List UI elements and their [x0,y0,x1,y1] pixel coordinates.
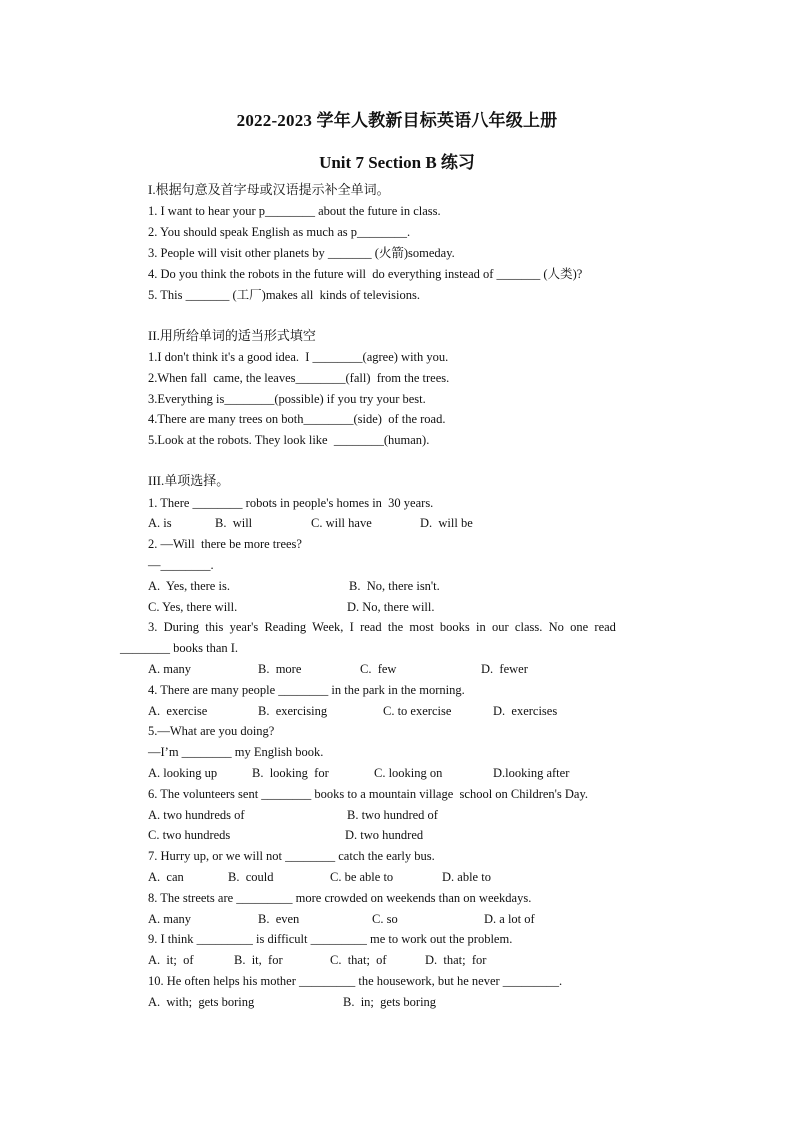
page-subtitle: Unit 7 Section B 练习 [319,153,475,172]
option-a: A. exercise [148,704,208,718]
question-stem: 5.—What are you doing? [148,724,275,738]
option-b: B. two hundred of [347,808,438,822]
question-stem: 7. Hurry up, or we will not ________ catch the early bus. [148,849,435,863]
question-stem: 6. The volunteers sent ________ books to a mountain village school on Children's Day. [148,787,589,801]
section-heading-2: II.用所给单词的适当形式填空 [148,328,316,343]
question-line: 2. You should speak English as much as p________. [148,225,411,239]
option-d: D. fewer [481,662,528,676]
option-a: A. is [148,516,172,530]
question-stem: 1. There ________ robots in people's homes in 30 years. [148,496,434,510]
answer-line: —________. [148,558,214,572]
question-stem: 4. There are many people ________ in the park in the morning. [148,683,465,697]
option-a: A. two hundreds of [148,808,245,822]
question-line: 2.When fall came, the leaves________(fall) from the trees. [148,371,450,385]
option-b: B. looking for [252,766,329,780]
question-stem: 2. —Will there be more trees? [148,537,302,551]
option-a: A. looking up [148,766,218,780]
option-c: C. few [360,662,397,676]
question-stem: 8. The streets are _________ more crowded on weekends than on weekdays. [148,891,532,905]
question-stem: 10. He often helps his mother _________ the housework, but he never _________. [148,974,563,988]
question-continuation: ________ books than I. [120,641,239,655]
option-d: D. No, there will. [347,600,435,614]
option-d: D. exercises [493,704,558,718]
option-b: B. even [258,912,300,926]
option-a: A. with; gets boring [148,995,255,1009]
option-b: B. more [258,662,302,676]
page-title: 2022-2023 学年人教新目标英语八年级上册 [236,111,558,130]
option-c: C. that; of [330,953,387,967]
option-b: B. will [215,516,253,530]
option-a: A. Yes, there is. [148,579,230,593]
option-c: C. so [372,912,398,926]
question-line: 5. This _______ (工厂)makes all kinds of televisions. [148,288,420,302]
question-line: 4.There are many trees on both________(side) of the road. [148,412,446,426]
option-d: D. a lot of [484,912,535,926]
section-heading-3: III.单项选择。 [148,473,230,488]
option-c: C. will have [311,516,372,530]
option-c: C. to exercise [383,704,452,718]
option-a: A. can [148,870,184,884]
question-stem: 9. I think _________ is difficult _________ me to work out the problem. [148,932,513,946]
option-a: A. many [148,912,192,926]
option-a: A. it; of [148,953,194,967]
option-a: A. many [148,662,192,676]
option-c: C. Yes, there will. [148,600,238,614]
answer-line: —I’m ________ my English book. [148,745,324,759]
option-d: D. will be [420,516,473,530]
question-stem: 3. During this year's Reading Week, I read the most books in our class. No one read [148,620,616,634]
option-d: D. two hundred [345,828,424,842]
option-b: B. No, there isn't. [349,579,440,593]
section-heading-1: I.根据句意及首字母或汉语提示补全单词。 [148,182,390,197]
question-line: 4. Do you think the robots in the future will do everything instead of _______ (人类)? [148,267,583,281]
question-line: 3.Everything is________(possible) if you try your best. [148,392,426,406]
option-c: C. two hundreds [148,828,231,842]
option-b: B. it, for [234,953,283,967]
option-c: C. looking on [374,766,443,780]
option-d: D.looking after [493,766,570,780]
question-line: 5.Look at the robots. They look like ________(human). [148,433,430,447]
option-d: D. able to [442,870,491,884]
option-b: B. exercising [258,704,328,718]
option-c: C. be able to [330,870,394,884]
question-line: 3. People will visit other planets by _______ (火箭)someday. [148,246,455,260]
question-line: 1.I don't think it's a good idea. I ________(agree) with you. [148,350,449,364]
question-line: 1. I want to hear your p________ about the future in class. [148,204,441,218]
option-b: B. could [228,870,274,884]
option-b: B. in; gets boring [343,995,437,1009]
option-d: D. that; for [425,953,487,967]
